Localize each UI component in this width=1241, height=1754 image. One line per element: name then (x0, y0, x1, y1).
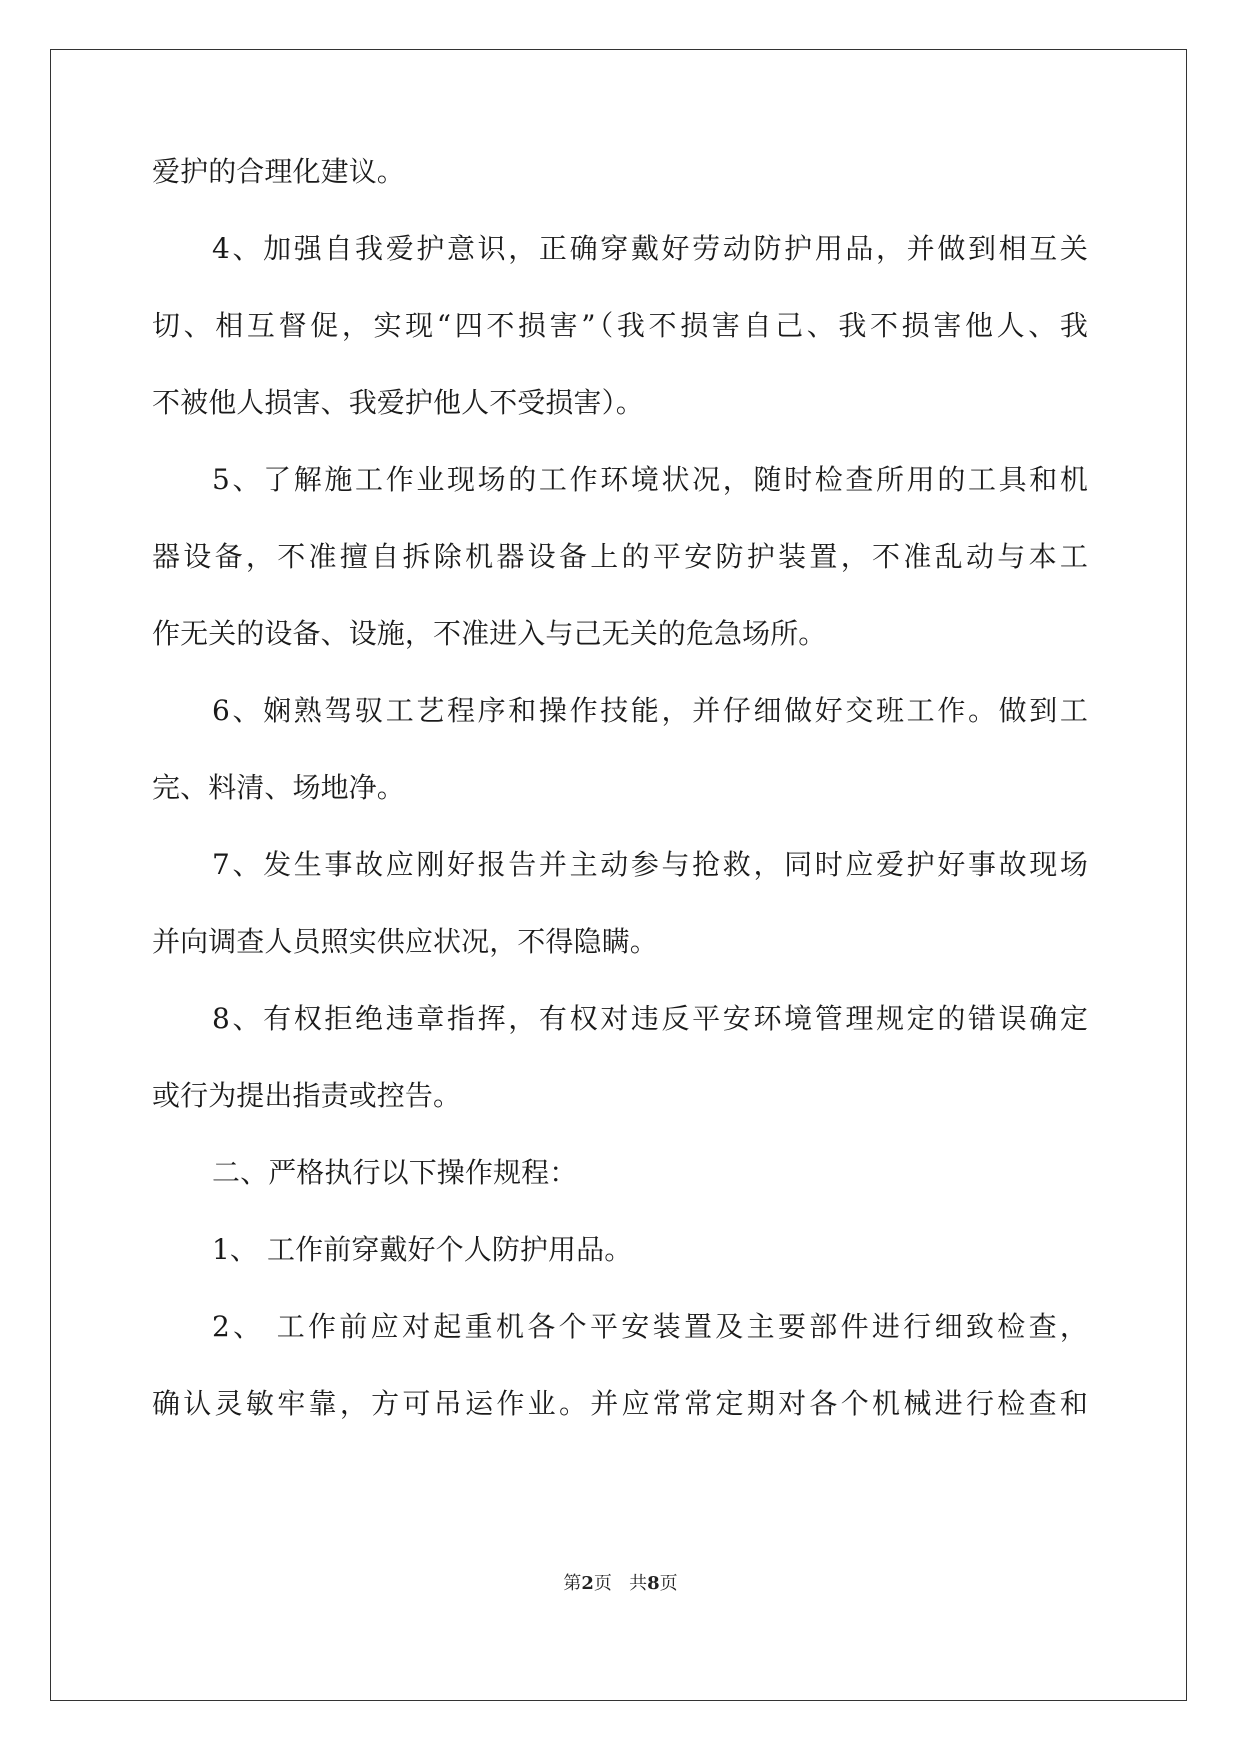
text-line: 2、 工作前应对起重机各个平安装置及主要部件进行细致检查， (212, 1310, 1088, 1343)
text-line: 切、相互督促，实现“四不损害”（我不损害自己、我不损害他人、我 (152, 309, 1088, 342)
text-line: 并向调查人员照实供应状况，不得隐瞒。 (152, 925, 658, 958)
text-line: 7、发生事故应刚好报告并主动参与抢救，同时应爱护好事故现场 (212, 848, 1088, 881)
text-line: 爱护的合理化建议。 (152, 155, 405, 188)
text-line: 完、料清、场地净。 (152, 771, 405, 804)
text-line: 8、有权拒绝违章指挥，有权对违反平安环境管理规定的错误确定 (212, 1002, 1088, 1035)
text-line: 器设备，不准擅自拆除机器设备上的平安防护装置，不准乱动与本工 (152, 540, 1088, 573)
footer-page-unit: 页 (593, 1573, 612, 1594)
text-line: 确认灵敏牢靠，方可吊运作业。并应常常定期对各个机械进行检查和 (152, 1387, 1088, 1420)
footer-total-unit: 页 (659, 1573, 678, 1594)
footer-prefix: 第 (563, 1573, 582, 1594)
text-line: 或行为提出指责或控告。 (152, 1079, 462, 1112)
text-line: 5、了解施工作业现场的工作环境状况，随时检查所用的工具和机 (212, 463, 1088, 496)
text-line: 不被他人损害、我爱护他人不受损害）。 (152, 386, 644, 419)
footer-total-number: 8 (647, 1573, 660, 1594)
footer-total-prefix: 共 (629, 1573, 648, 1594)
text-line: 作无关的设备、设施，不准进入与己无关的危急场所。 (152, 617, 827, 650)
text-line: 1、 工作前穿戴好个人防护用品。 (212, 1233, 633, 1266)
section-heading: 二、严格执行以下操作规程： (212, 1156, 578, 1189)
footer-page-number: 2 (581, 1573, 594, 1594)
text-line: 4、加强自我爱护意识，正确穿戴好劳动防护用品，并做到相互关 (212, 232, 1088, 265)
text-line: 6、娴熟驾驭工艺程序和操作技能，并仔细做好交班工作。做到工 (212, 694, 1088, 727)
page-footer (0, 1572, 1241, 1596)
